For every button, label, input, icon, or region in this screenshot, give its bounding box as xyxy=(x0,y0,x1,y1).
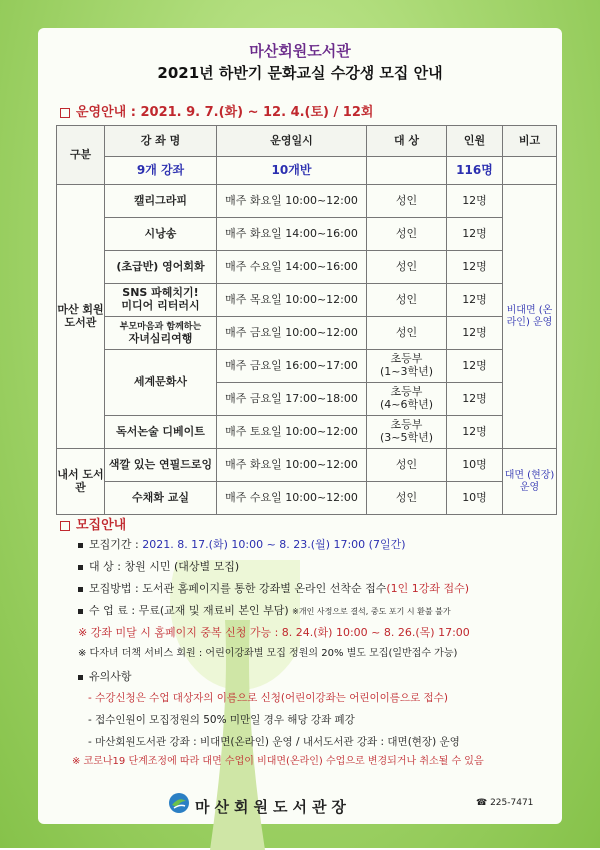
note-online-text: 비대면 (온라인) 운영 xyxy=(506,305,553,328)
table-row xyxy=(57,317,557,350)
course-capacity: 12명 xyxy=(447,284,503,317)
summary-people: 116명 xyxy=(447,157,503,185)
course-name xyxy=(105,284,217,317)
header-note: 비고 xyxy=(503,126,557,157)
course-schedule: 매주 금요일 17:00~18:00 xyxy=(217,383,367,416)
summary-row xyxy=(57,157,557,185)
course-target: 성인 xyxy=(367,449,447,482)
recruit-extra: ※ 강좌 미달 시 홈페이지 중복 신청 가능 : 8. 24.(화) 10:00 ~ 8. 26.(목) 17:00 xyxy=(78,626,470,639)
group-label: 내서 도서관 xyxy=(57,467,104,494)
course-name: 시낭송 xyxy=(105,218,217,251)
table-header-row xyxy=(57,126,557,157)
course-schedule: 매주 화요일 14:00~16:00 xyxy=(217,218,367,251)
course-capacity: 12명 xyxy=(447,185,503,218)
square-bullet-icon xyxy=(60,108,70,118)
course-target xyxy=(367,383,447,416)
course-target xyxy=(367,416,447,449)
table-row xyxy=(57,449,557,482)
recruit-multi-child: ※ 다자녀 더책 서비스 회원 : 어린이강좌별 모집 정원의 20% 별도 모집(일반접수 가능) xyxy=(78,648,458,659)
course-capacity: 10명 xyxy=(447,449,503,482)
recruit-heading xyxy=(60,514,126,533)
course-name: 독서논술 디베이트 xyxy=(105,416,217,449)
course-schedule: 매주 화요일 10:00~12:00 xyxy=(217,449,367,482)
recruit-period xyxy=(78,538,406,551)
course-schedule: 매주 수요일 10:00~12:00 xyxy=(217,482,367,515)
course-schedule: 매주 금요일 16:00~17:00 xyxy=(217,350,367,383)
library-logo-icon xyxy=(168,792,190,814)
course-capacity: 12명 xyxy=(447,383,503,416)
course-capacity: 10명 xyxy=(447,482,503,515)
bullet-icon xyxy=(78,543,83,548)
course-target: 성인 xyxy=(367,317,447,350)
recruit-target xyxy=(78,560,239,573)
course-capacity: 12명 xyxy=(447,350,503,383)
covid-notice: ※ 코로나19 단계조정에 따라 대면 수업이 비대면(온라인) 수업으로 변경되거나 취소될 수 있음 xyxy=(72,756,484,767)
note-online xyxy=(503,185,557,449)
course-capacity: 12명 xyxy=(447,251,503,284)
course-target: 성인 xyxy=(367,218,447,251)
course-name: 색깔 있는 연필드로잉 xyxy=(105,449,217,482)
table-row xyxy=(57,350,557,383)
course-target: 성인 xyxy=(367,185,447,218)
library-title: 마산회원도서관 xyxy=(249,42,351,60)
table-row xyxy=(57,416,557,449)
page-title: 2021년 하반기 문화교실 수강생 모집 안내 xyxy=(157,64,443,82)
method-text: 모집방법 : 도서관 홈페이지를 통한 강좌별 온라인 선착순 접수 xyxy=(89,582,387,595)
course-schedule: 매주 토요일 10:00~12:00 xyxy=(217,416,367,449)
bullet-icon xyxy=(78,587,83,592)
summary-classes: 10개반 xyxy=(217,157,367,185)
course-capacity: 12명 xyxy=(447,317,503,350)
target-line2: (4~6학년) xyxy=(379,398,434,411)
summary-empty xyxy=(367,157,447,185)
group-masan-hoewon xyxy=(57,185,105,449)
recruit-method xyxy=(78,582,469,595)
cautions-title xyxy=(78,670,132,683)
header-schedule: 운영일시 xyxy=(217,126,367,157)
signature: 마산회원도서관장 xyxy=(195,798,351,816)
table-row xyxy=(57,482,557,515)
target-text: 대 상 : 창원 시민 (대상별 모집) xyxy=(89,560,240,573)
caution-2: - 접수인원이 모집정원의 50% 미만일 경우 해당 강좌 폐강 xyxy=(88,714,355,726)
header-course: 강 좌 명 xyxy=(105,126,217,157)
fee-text: 수 업 료 : 무료(교재 및 재료비 본인 부담) xyxy=(89,604,289,617)
course-target: 성인 xyxy=(367,284,447,317)
header-category: 구분 xyxy=(57,126,105,185)
operation-heading-text: 운영안내 : 2021. 9. 7.(화) ~ 12. 4.(토) / 12회 xyxy=(76,105,374,120)
target-line1: 초등부 xyxy=(390,352,423,366)
course-name: 수채화 교실 xyxy=(105,482,217,515)
recruit-heading-text: 모집안내 xyxy=(76,518,127,533)
operation-heading xyxy=(60,101,373,120)
course-target xyxy=(367,350,447,383)
course-name: 캘리그라피 xyxy=(105,185,217,218)
course-target: 성인 xyxy=(367,482,447,515)
course-schedule: 매주 금요일 10:00~12:00 xyxy=(217,317,367,350)
target-line2: (1~3학년) xyxy=(379,365,434,378)
course-name: 세계문화사 xyxy=(105,350,217,416)
course-schedule: 매주 수요일 14:00~16:00 xyxy=(217,251,367,284)
note-offline-text: 대면 (현장) 운영 xyxy=(504,470,555,493)
schedule-table xyxy=(56,125,557,515)
course-name-line1: SNS 파헤치기! xyxy=(122,286,199,300)
group-naeseo xyxy=(57,449,105,515)
course-name-line1: 부모마음과 함께하는 xyxy=(119,322,202,333)
course-schedule: 매주 화요일 10:00~12:00 xyxy=(217,185,367,218)
caution-3: - 마산회원도서관 강좌 : 비대면(온라인) 운영 / 내서도서관 강좌 : 대면(현장) 운영 xyxy=(88,736,460,748)
course-name xyxy=(105,317,217,350)
target-line2: (3~5학년) xyxy=(379,431,434,444)
course-name: (초급반) 영어회화 xyxy=(105,251,217,284)
table-row xyxy=(57,185,557,218)
table-row xyxy=(57,284,557,317)
method-note: (1인 1강좌 접수) xyxy=(386,582,470,595)
course-name-line2: 자녀심리여행 xyxy=(128,332,193,345)
bullet-icon xyxy=(78,565,83,570)
course-name-line2: 미디어 리터러시 xyxy=(121,299,200,312)
period-value: 2021. 8. 17.(화) 10:00 ~ 8. 23.(월) 17:00 (7일간) xyxy=(142,538,406,551)
note-offline xyxy=(503,449,557,515)
phone-number: ☎ 225-7471 xyxy=(476,798,534,808)
recruit-fee xyxy=(78,604,451,617)
summary-courses: 9개 강좌 xyxy=(105,157,217,185)
target-line1: 초등부 xyxy=(390,418,423,432)
course-capacity: 12명 xyxy=(447,416,503,449)
summary-note-empty xyxy=(503,157,557,185)
header-target: 대 상 xyxy=(367,126,447,157)
square-bullet-icon xyxy=(60,521,70,531)
bullet-icon xyxy=(78,609,83,614)
table-row xyxy=(57,251,557,284)
bullet-icon xyxy=(78,675,83,680)
table-row xyxy=(57,218,557,251)
group-label: 마산 회원 도서관 xyxy=(57,302,104,329)
caution-1: - 수강신청은 수업 대상자의 이름으로 신청(어린이강좌는 어린이이름으로 접수) xyxy=(88,692,448,704)
target-line1: 초등부 xyxy=(390,385,423,399)
course-target: 성인 xyxy=(367,251,447,284)
header-capacity: 인원 xyxy=(447,126,503,157)
course-schedule: 매주 목요일 10:00~12:00 xyxy=(217,284,367,317)
course-capacity: 12명 xyxy=(447,218,503,251)
period-label: 모집기간 : xyxy=(89,538,143,551)
fee-note: ※개인 사정으로 결석, 중도 포기 시 환불 불가 xyxy=(292,607,451,616)
cautions-title-text: 유의사항 xyxy=(89,670,132,683)
